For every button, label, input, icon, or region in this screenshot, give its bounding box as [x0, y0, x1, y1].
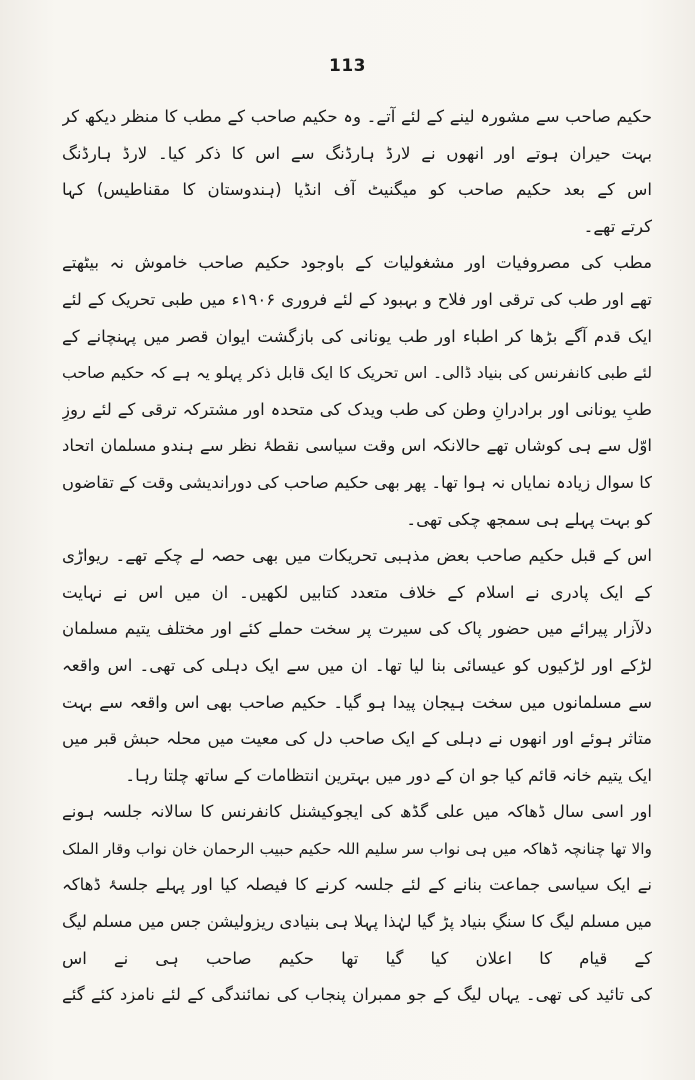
text-line: تھے اور طب کی ترقی اور فلاح و بہبود کے لئے فروری ۱۹۰۶ء میں طبی تحریک کے لئے — [62, 289, 652, 309]
body-text — [62, 99, 652, 1014]
text-line: ایک یتیم خانہ قائم کیا جو ان کے دور میں بہترین انتظامات کے ساتھ چلتا رہا۔ — [125, 765, 652, 785]
text-line: والا تھا چنانچہ ڈھاکہ میں ہی نواب سر سلیم اللہ حکیم حبیب الرحمان خان نواب وقار الملک — [62, 839, 652, 858]
text-line: لئے طبی کانفرنس کی بنیاد ڈالی۔ اس تحریک کا ایک قابل ذکر پہلو یہ ہے کہ حکیم صاحب — [62, 363, 652, 383]
text-line: ایک قدم آگے بڑھا کر اطباء اور طب یونانی کی بازگشت ایوان قصر میں پہنچانے کے — [62, 326, 652, 346]
text-line: کا سوال زیادہ نمایاں نہ ہوا تھا۔ پھر بھی حکیم صاحب کی دوراندیشی وقت کے تقاضوں — [62, 472, 652, 492]
page-number: 113 — [329, 56, 366, 76]
text-line: کرتے تھے۔ — [583, 216, 652, 236]
text-line: اور اسی سال ڈھاکہ میں علی گڈھ کی ایجوکیشنل کانفرنس کا سالانہ جلسہ ہونے — [62, 802, 652, 822]
text-line: نے ایک سیاسی جماعت بنانے کے لئے جلسہ کرنے کا فیصلہ کیا اور پہلے جلسۂ ڈھاکہ — [62, 875, 652, 895]
text-line: بہت حیران ہوتے اور انھوں نے لارڈ ہارڈنگ سے اس کا ذکر کیا۔ لارڈ ہارڈنگ — [62, 143, 652, 163]
text-line: لڑکے اور لڑکیوں کو عیسائی بنا لیا تھا۔ ان میں سے ایک دہلی کی تھی۔ اس واقعہ — [62, 655, 652, 675]
text-line: اوّل سے ہی کوشاں تھے حالانکہ اس وقت سیاسی نقطۂ نظر سے ہندو مسلمان اتحاد — [62, 436, 652, 456]
text-line: سے مسلمانوں میں سخت ہیجان پیدا ہو گیا۔ حکیم صاحب بھی اس واقعہ سے بہت — [62, 692, 652, 712]
text-line: کو بہت پہلے ہی سمجھ چکی تھی۔ — [406, 509, 652, 529]
text-line: میں مسلم لیگ کا سنگِ بنیاد پڑ گیا لہٰذا پہلا ہی بنیادی ریزولیشن جس میں مسلم لیگ — [62, 912, 652, 932]
text-line: اس کے بعد حکیم صاحب کو میگنیٹ آف انڈیا (ہندوستان کا مقناطیس) کہا — [62, 180, 652, 200]
text-line: حکیم صاحب سے مشورہ لینے کے لئے آتے۔ وہ حکیم صاحب کے مطب کا منظر دیکھ کر — [62, 107, 652, 126]
text-line: کے قیام کا اعلان کیا گیا تھا حکیم صاحب ہی نے اس — [62, 948, 652, 968]
text-line: طبِ یونانی اور برادرانِ وطن کی طب ویدک کی متحدہ اور مشترکہ ترقی کے لئے روزِ — [62, 399, 652, 419]
text-line: دلآزار پیرائے میں حضور پاک کی سیرت پر سخت حملے کئے اور مختلف یتیم مسلمان — [62, 619, 652, 639]
text-line: متاثر ہوئے اور انھوں نے دہلی کے ایک صاحب دل کی معیت میں محلہ حبش قبر میں — [62, 729, 652, 749]
text-line: کی تائید کی تھی۔ یہاں لیگ کے جو ممبران پنجاب کی نمائندگی کے لئے نامزد کئے گئے — [62, 985, 652, 1005]
text-line: مطب کی مصروفیات اور مشغولیات کے باوجود حکیم صاحب خاموش نہ بیٹھتے — [62, 253, 652, 273]
text-line: کے ایک پادری نے اسلام کے خلاف متعدد کتابیں لکھیں۔ ان میں اس نے نہایت — [62, 582, 652, 602]
text-line: اس کے قبل حکیم صاحب بعض مذہبی تحریکات میں بھی حصہ لے چکے تھے۔ ریواڑی — [62, 546, 652, 566]
